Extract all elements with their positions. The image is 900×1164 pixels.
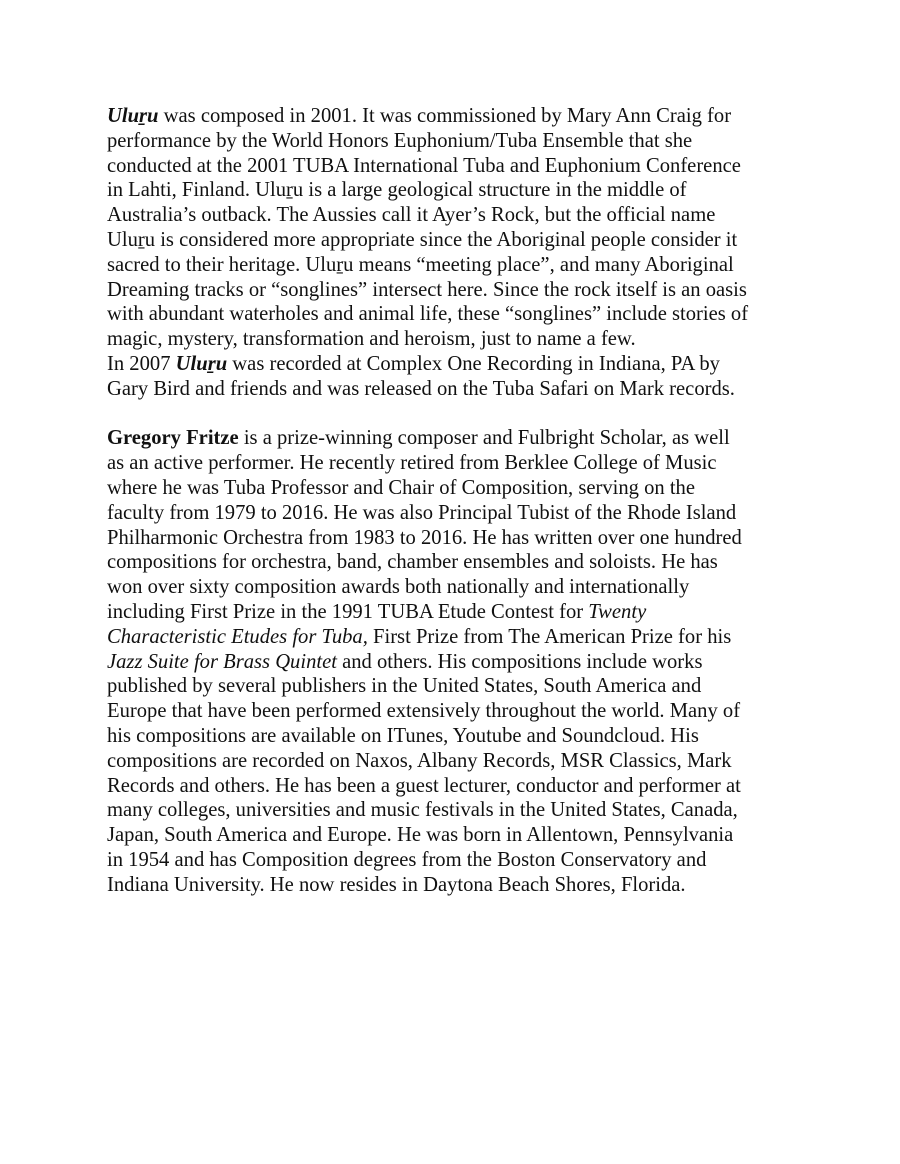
text-line: compositions are recorded on Naxos, Albany Records, MSR Classics, Mark (107, 749, 732, 772)
text-line: compositions for orchestra, band, chamber ensembles and soloists. He has (107, 551, 718, 574)
text-line: Philharmonic Orchestra from 1983 to 2016. He has written over one hundred (107, 526, 742, 549)
text-line (107, 600, 807, 625)
piece-title: Uluṟu (175, 352, 228, 375)
text-run: was recorded at Complex One Recording in Indiana, PA by (227, 352, 720, 375)
text-run: First Prize from The American Prize for his (367, 625, 732, 648)
text-line: won over sixty composition awards both nationally and internationally (107, 576, 690, 599)
text-line: performance by the World Honors Euphonium/Tuba Ensemble that she (107, 129, 693, 152)
text-line: faculty from 1979 to 2016. He was also Principal Tubist of the Rhode Island (107, 501, 737, 524)
text-run: In 2007 (107, 352, 176, 375)
work-title: Characteristic Etudes for Tuba, (107, 625, 368, 648)
piece-title: Uluṟu (107, 105, 159, 127)
document-page (107, 104, 807, 898)
text-line: in Lahti, Finland. Uluṟu is a large geological structure in the middle of (107, 179, 687, 202)
text-line: in 1954 and has Composition degrees from the Boston Conservatory and (107, 848, 707, 871)
text-line: published by several publishers in the United States, South America and (107, 675, 702, 698)
piece-description-paragraph (107, 104, 807, 402)
text-line: Europe that have been performed extensively throughout the world. Many of (107, 700, 741, 723)
text-line: Indiana University. He now resides in Daytona Beach Shores, Florida. (107, 873, 686, 896)
text-run: and others. His compositions include works (336, 650, 703, 673)
text-line: Australia’s outback. The Aussies call it Ayer’s Rock, but the official name (107, 204, 716, 227)
text-line: conducted at the 2001 TUBA International Tuba and Euphonium Conference (107, 154, 741, 177)
text-line: Gary Bird and friends and was released on the Tuba Safari on Mark records. (107, 377, 735, 400)
text-line: Records and others. He has been a guest lecturer, conductor and performer at (107, 774, 741, 797)
text-line: Dreaming tracks or “songlines” intersect here. Since the rock itself is an oasis (107, 278, 747, 301)
text-line (107, 426, 807, 451)
text-run: including First Prize in the 1991 TUBA Etude Contest for (107, 600, 589, 623)
text-line: Uluṟu is considered more appropriate since the Aboriginal people consider it (107, 228, 738, 251)
text-line: with abundant waterholes and animal life, these “songlines” include stories of (107, 303, 749, 326)
work-title: Jazz Suite for Brass Quintet (107, 650, 337, 673)
text-line: magic, mystery, transformation and heroism, just to name a few. (107, 328, 636, 351)
text-line (107, 104, 807, 129)
text-line (107, 625, 807, 650)
composer-bio-paragraph (107, 426, 807, 897)
text-line: sacred to their heritage. Uluṟu means “meeting place”, and many Aboriginal (107, 253, 734, 276)
work-title: Twenty (588, 600, 647, 623)
text-line (107, 650, 807, 675)
composer-name: Gregory Fritze (107, 427, 239, 450)
text-run: is a prize-winning composer and Fulbright Scholar, as well (238, 427, 730, 450)
paragraph-gap (107, 402, 807, 427)
text-line: as an active performer. He recently retired from Berklee College of Music (107, 452, 717, 475)
text-line: his compositions are available on ITunes, Youtube and Soundcloud. His (107, 724, 699, 747)
text-run: was composed in 2001. It was commissioned by Mary Ann Craig for (158, 105, 732, 127)
text-line: Japan, South America and Europe. He was born in Allentown, Pennsylvania (107, 824, 734, 847)
text-line: many colleges, universities and music festivals in the United States, Canada, (107, 799, 738, 822)
text-line: where he was Tuba Professor and Chair of Composition, serving on the (107, 476, 695, 499)
text-line (107, 352, 807, 377)
